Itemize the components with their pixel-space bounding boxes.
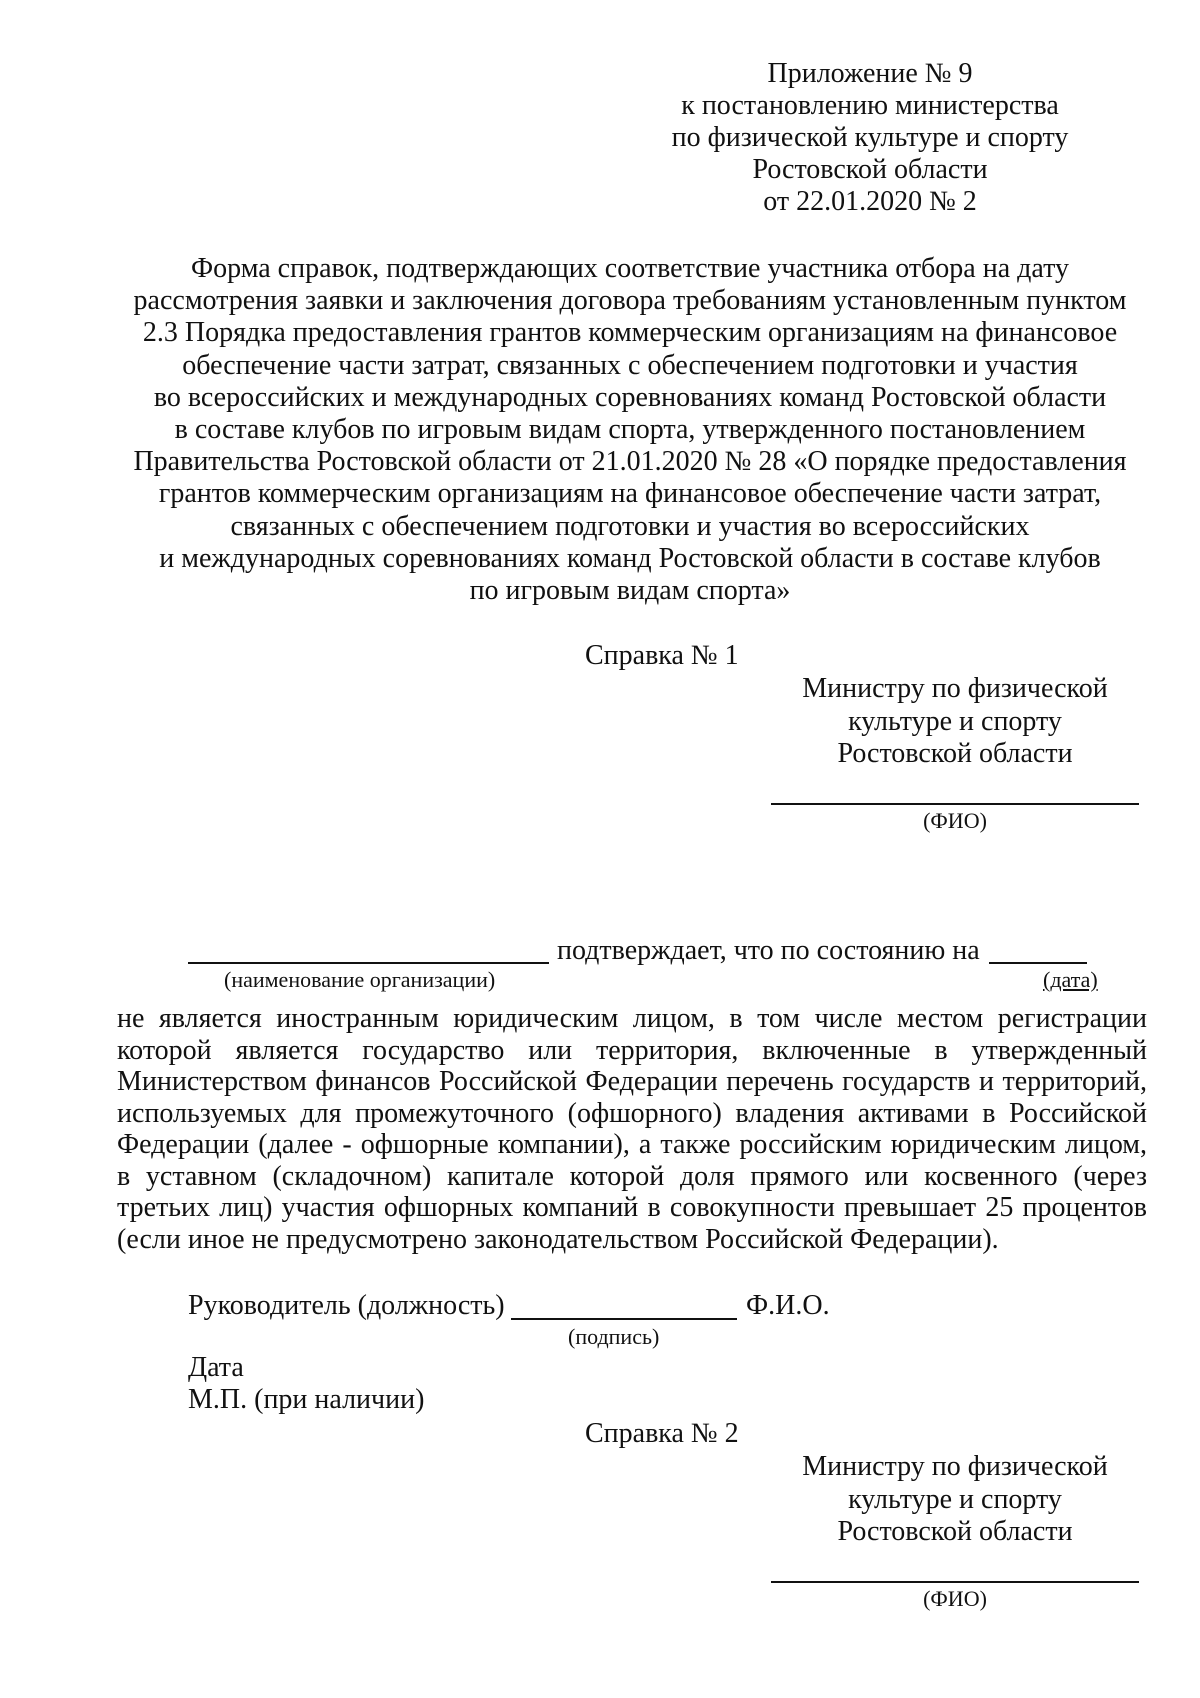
appendix-header (640, 58, 1100, 218)
certificate-1-title: Справка № 1 (585, 640, 739, 671)
fio-underline (771, 1581, 1139, 1583)
body-line: (если иное не предусмотрено законодательством Российской Федерации). (117, 1223, 999, 1255)
fio-underline (771, 803, 1139, 805)
certificate-2-addressee (775, 1451, 1135, 1549)
signature-label: (подпись) (568, 1324, 660, 1349)
form-title-line: связанных с обеспечением подготовки и участия во всероссийских (230, 510, 1030, 542)
body-line: которой является государство или территория, включенные в утвержденный (117, 1034, 1147, 1066)
body-line: третьих лиц) участия офшорных компаний в совокупности превышает 25 процентов (117, 1192, 1147, 1223)
body-line: не является иностранным юридическим лицом, в том числе местом регистрации (117, 1003, 1147, 1034)
form-title-line: грантов коммерческим организациям на финансовое обеспечение части затрат, (158, 478, 1102, 510)
form-title-line: обеспечение части затрат, связанных с обеспечением подготовки и участия (182, 349, 1078, 381)
form-title-line: 2.3 Порядка предоставления грантов коммерческим организациям на финансовое (142, 317, 1118, 349)
form-title-line: во всероссийских и международных соревнованиях команд Ростовской области (153, 381, 1107, 413)
addressee-line: культуре и спорту (848, 705, 1062, 737)
addressee-line: Министру по физической (802, 673, 1108, 704)
form-title-line: по игровым видам спорта» (469, 575, 791, 607)
appendix-line: по физической культуре и спорту (671, 122, 1069, 153)
appendix-line: Ростовской области (752, 154, 988, 185)
body-line: используемых для промежуточного (офшорного) владения активами в Российской (117, 1097, 1147, 1129)
addressee-line: Ростовской области (837, 1516, 1073, 1547)
form-title-line: рассмотрения заявки и заключения договора требованиям установленным пунктом (133, 285, 1127, 317)
body-line: Министерством финансов Российской Федерации перечень государств и территорий, (117, 1066, 1147, 1097)
date-label: (дата) (1043, 967, 1098, 992)
head-position-label: Руководитель (должность) (188, 1290, 505, 1321)
fio-label: (ФИО) (923, 808, 987, 833)
organization-name-blank (188, 962, 549, 964)
form-title (110, 253, 1150, 607)
stamp-line: М.П. (при наличии) (188, 1384, 425, 1415)
form-title-line: и международных соревнованиях команд Ростовской области в составе клубов (159, 542, 1101, 574)
organization-name-label: (наименование организации) (224, 967, 496, 992)
signature-blank (511, 1318, 737, 1320)
certificate-1-addressee (775, 673, 1135, 771)
certificate-1-body (117, 1003, 1147, 1255)
form-title-line: Правительства Ростовской области от 21.01.2020 № 28 «О порядке предоставления (133, 446, 1127, 478)
body-line: Федерации (далее - офшорные компании), а также российским юридическим лицом, (117, 1129, 1147, 1160)
addressee-line: Ростовской области (837, 738, 1073, 769)
certificate-2-title: Справка № 2 (585, 1418, 739, 1449)
form-title-line: в составе клубов по игровым видам спорта, утвержденного постановлением (174, 414, 1086, 446)
fio-label: (ФИО) (923, 1586, 987, 1611)
date-blank (989, 962, 1087, 964)
appendix-line: от 22.01.2020 № 2 (763, 186, 977, 217)
date-line: Дата (188, 1352, 244, 1383)
form-title-line: Форма справок, подтверждающих соответствие участника отбора на дату (191, 253, 1069, 284)
fio-abbrev: Ф.И.О. (746, 1290, 830, 1321)
body-line: в уставном (складочном) капитале которой доля прямого или косвенного (через (117, 1160, 1147, 1192)
addressee-line: Министру по физической (802, 1451, 1108, 1482)
appendix-line: Приложение № 9 (767, 58, 973, 89)
appendix-line: к постановлению министерства (681, 90, 1059, 121)
addressee-line: культуре и спорту (848, 1483, 1062, 1515)
confirm-text: подтверждает, что по состоянию на (557, 935, 980, 966)
